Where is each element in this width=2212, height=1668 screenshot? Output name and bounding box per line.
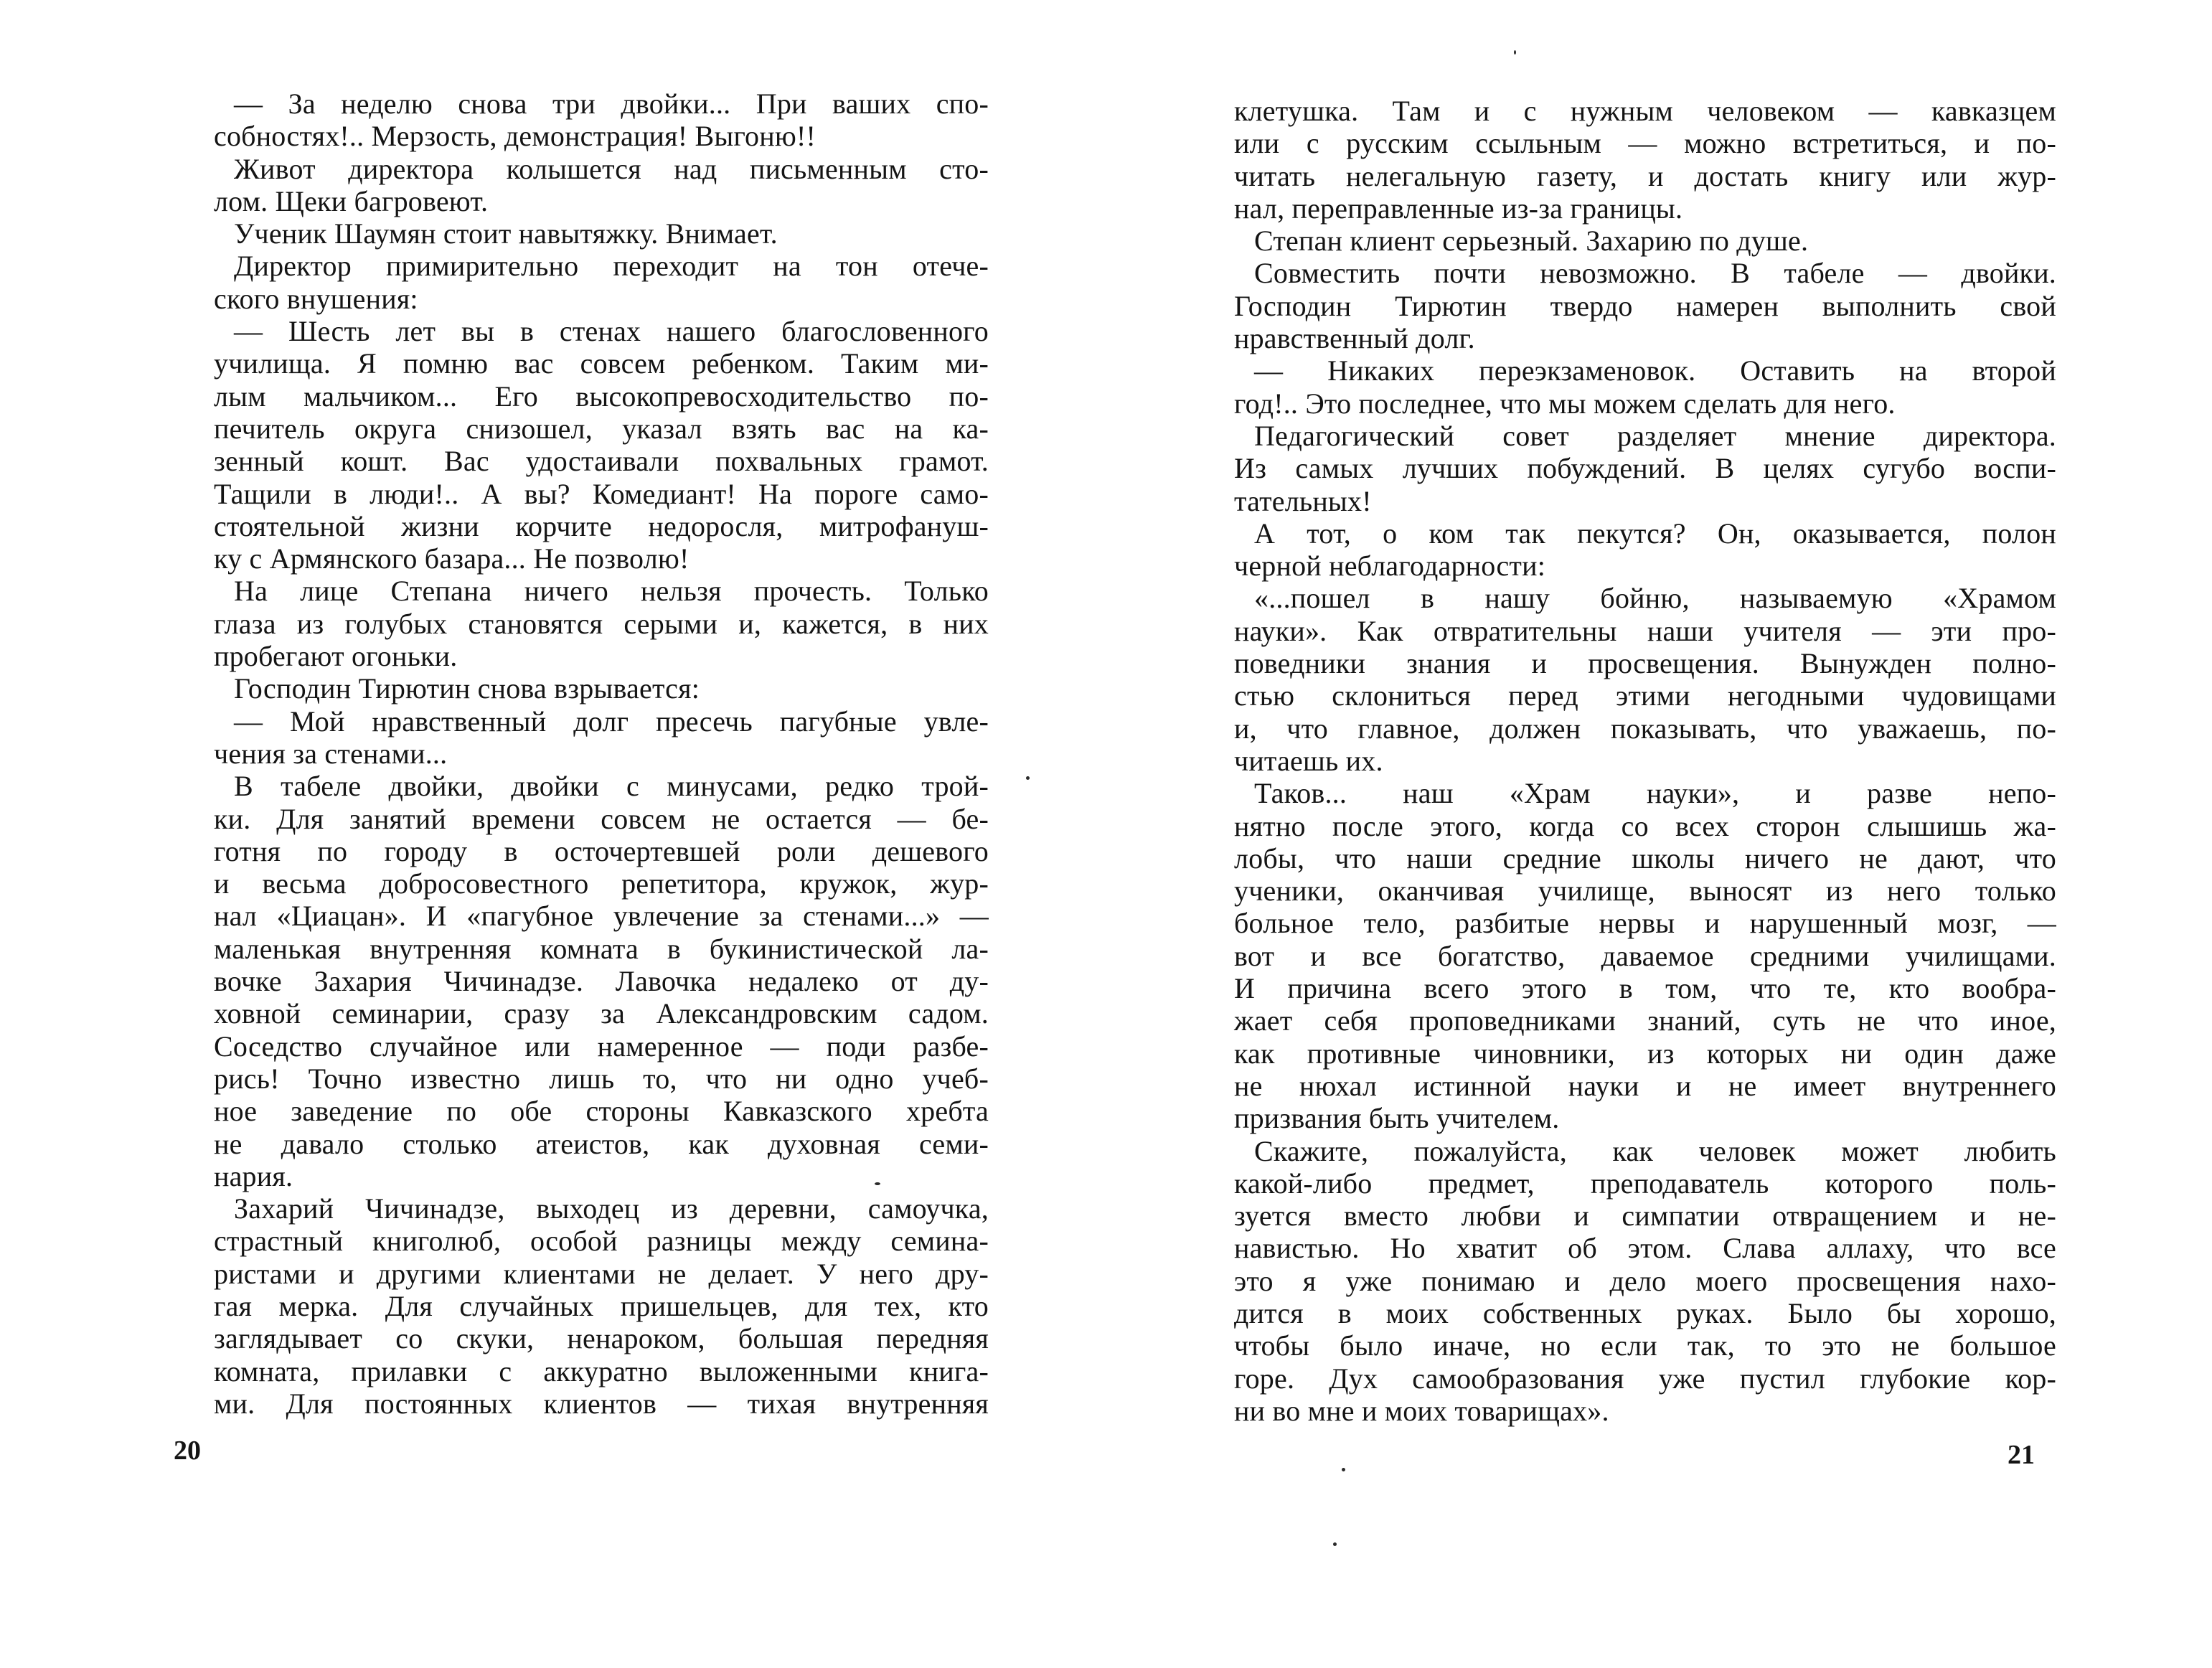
text-line: нравственный долг. xyxy=(1234,322,1475,355)
text-line: комната, прилавки с аккуратно выложенными книга- xyxy=(214,1354,989,1387)
text-line: Господин Тирютин твердо намерен выполнить свой xyxy=(1234,289,2056,322)
text-line: призвания быть учителем. xyxy=(1234,1102,1560,1135)
text-line: рись! Точно известно лишь то, что ни одно учеб- xyxy=(214,1062,989,1095)
text-line: — Никаких переэкзаменовок. Оставить на второй xyxy=(1254,354,2056,387)
text-line: навистью. Но хватит об этом. Слава аллаху, что все xyxy=(1234,1232,2056,1265)
text-line: жает себя проповедниками знаний, суть не что иное, xyxy=(1234,1004,2056,1037)
text-line: — Мой нравственный долг пресечь пагубные увле- xyxy=(234,705,989,738)
text-line: стоятельной жизни корчите недоросля, митрофануш- xyxy=(214,509,989,542)
text-line: читаешь их. xyxy=(1234,744,1383,777)
text-line: ни во мне и моих товарищах». xyxy=(1234,1394,1609,1427)
text-line: читать нелегальную газету, и достать книгу или жур- xyxy=(1234,159,2056,192)
text-line: клетушка. Там и с нужным человеком — кавказцем xyxy=(1234,95,2056,127)
text-line: или с русским ссыльным — можно встретиться, и по- xyxy=(1234,127,2056,160)
text-line: Тащили в люди!.. А вы? Комедиант! На пороге само- xyxy=(214,477,989,510)
text-line: — За неделю снова три двойки... При ваших спо- xyxy=(234,88,989,120)
text-line: нал «Циацан». И «пагубное увлечение за стенами...» — xyxy=(214,900,989,933)
text-line: Директор примирительно переходит на тон отече- xyxy=(234,250,989,283)
text-line: нятно после этого, когда со всех сторон слышишь жа- xyxy=(1234,809,2056,842)
text-line: лым мальчиком... Его высокопревосходительство по- xyxy=(214,380,989,413)
text-line: науки». Как отвратительны наши учителя — эти про- xyxy=(1234,614,2056,647)
text-line: чения за стенами... xyxy=(214,737,448,770)
text-line: — Шесть лет вы в стенах нашего благословенного xyxy=(234,315,989,348)
text-line: Педагогический совет разделяет мнение директора. xyxy=(1254,419,2056,452)
text-line: дится в моих собственных руках. Было бы хорошо, xyxy=(1234,1296,2056,1329)
text-line: ховной семинарии, сразу за Александровским садом. xyxy=(214,997,989,1030)
text-line: страстный книголюб, особой разницы между семина- xyxy=(214,1225,989,1258)
text-line: больное тело, разбитые нервы и нарушенный мозг, — xyxy=(1234,907,2056,940)
text-line: вот и все богатство, даваемое средними училищами. xyxy=(1234,939,2056,972)
text-line: какой-либо предмет, преподаватель которого поль- xyxy=(1234,1167,2056,1200)
text-line: глаза из голубых становятся серыми и, кажется, в них xyxy=(214,607,989,640)
print-speck xyxy=(1514,50,1516,55)
right-page-number: 21 xyxy=(2008,1440,2035,1470)
text-line: Живот директора колышется над письменным сто- xyxy=(234,152,989,185)
text-line: нал, переправленные из-за границы. xyxy=(1234,192,1683,225)
text-line: и, что главное, должен показывать, что уважаешь, по- xyxy=(1234,712,2056,745)
text-line: ное заведение по обе стороны Кавказского хребта xyxy=(214,1095,989,1128)
text-line: черной неблагодарности: xyxy=(1234,550,1546,583)
text-line: горе. Дух самообразования уже пустил глубокие кор- xyxy=(1234,1362,2056,1395)
text-line: ского внушения: xyxy=(214,282,418,315)
text-line: лобы, что наши средние школы ничего не дают, что xyxy=(1234,842,2056,875)
text-line: ки. Для занятий времени совсем не остается — бе- xyxy=(214,802,989,835)
text-line: пробегают огоньки. xyxy=(214,640,458,673)
text-line: ристами и другими клиентами не делает. У него дру- xyxy=(214,1257,989,1290)
text-line: зенный кошт. Вас удостаивали похвальных грамот. xyxy=(214,445,989,478)
text-line: как противные чиновники, из которых ни один даже xyxy=(1234,1037,2056,1070)
text-line: год!.. Это последнее, что мы можем сделать для него. xyxy=(1234,387,1896,420)
text-line: вочке Захария Чичинадзе. Лавочка недалеко от ду- xyxy=(214,965,989,998)
text-line: Соседство случайное или намеренное — поди разбе- xyxy=(214,1029,989,1062)
text-line: И причина всего этого в том, что те, кто вообра- xyxy=(1234,972,2056,1005)
text-line: поведники знания и просвещения. Вынужден полно- xyxy=(1234,647,2056,680)
text-line: Таков... наш «Храм науки», и разве непо- xyxy=(1254,777,2056,810)
text-line: готня по городу в осточертевшей роли дешевого xyxy=(214,834,989,867)
text-line: ми. Для постоянных клиентов — тихая внутренняя xyxy=(214,1387,989,1420)
text-line: зуется вместо любви и симпатии отвращением и не- xyxy=(1234,1200,2056,1233)
print-speck xyxy=(1333,1542,1337,1546)
text-line: лом. Щеки багровеют. xyxy=(214,184,489,217)
text-line: Совместить почти невозможно. В табеле — двойки. xyxy=(1254,257,2056,290)
text-line: чтобы было иначе, но если так, то это не большое xyxy=(1234,1329,2056,1362)
text-line: собностях!.. Мерзость, демонстрация! Выгоню!! xyxy=(214,120,816,153)
text-line: Скажите, пожалуйста, как человек может любить xyxy=(1254,1134,2056,1167)
text-line: не давало столько атеистов, как духовная семи- xyxy=(214,1127,989,1160)
text-line: ученики, оканчивая училище, выносят из него только xyxy=(1234,875,2056,908)
text-line: Захарий Чичинадзе, выходец из деревни, самоучка, xyxy=(234,1192,989,1225)
right-page-text xyxy=(1234,95,2056,1427)
text-line: Из самых лучших побуждений. В целях сугубо воспи- xyxy=(1234,452,2056,485)
text-line: гая мерка. Для случайных пришельцев, для тех, кто xyxy=(214,1289,989,1322)
text-line: Господин Тирютин снова взрывается: xyxy=(234,672,700,705)
text-line: училища. Я помню вас совсем ребенком. Таким ми- xyxy=(214,347,989,380)
text-line: ку с Армянского базара... Не позволю! xyxy=(214,542,690,575)
text-line: не нюхал истинной науки и не имеет внутреннего xyxy=(1234,1069,2056,1102)
text-line: маленькая внутренняя комната в букинистической ла- xyxy=(214,932,989,965)
text-line: В табеле двойки, двойки с минусами, редко трой- xyxy=(234,770,989,803)
print-speck xyxy=(1342,1468,1345,1471)
text-line: Ученик Шаумян стоит навытяжку. Внимает. xyxy=(234,217,778,250)
text-line: нария. xyxy=(214,1159,293,1192)
left-page-text xyxy=(214,88,989,1420)
text-line: «...пошел в нашу бойню, называемую «Храмом xyxy=(1254,582,2056,615)
text-line: и весьма добросовестного репетитора, кружок, жур- xyxy=(214,867,989,900)
left-page-number: 20 xyxy=(174,1436,201,1466)
text-line: Степан клиент серьезный. Захарию по душе. xyxy=(1254,225,1809,258)
text-line: это я уже понимаю и дело моего просвещения нахо- xyxy=(1234,1264,2056,1297)
text-line: печитель округа снизошел, указал взять вас на ка- xyxy=(214,412,989,445)
text-line: тательных! xyxy=(1234,484,1372,517)
text-line: стью склониться перед этими негодными чудовищами xyxy=(1234,679,2056,712)
print-speck xyxy=(1026,776,1030,780)
text-line: На лице Степана ничего нельзя прочесть. Только xyxy=(234,575,989,608)
text-line: А тот, о ком так пекутся? Он, оказывается, полон xyxy=(1254,517,2056,550)
text-line: заглядывает со скуки, ненароком, большая передняя xyxy=(214,1322,989,1355)
print-speck xyxy=(875,1182,880,1185)
